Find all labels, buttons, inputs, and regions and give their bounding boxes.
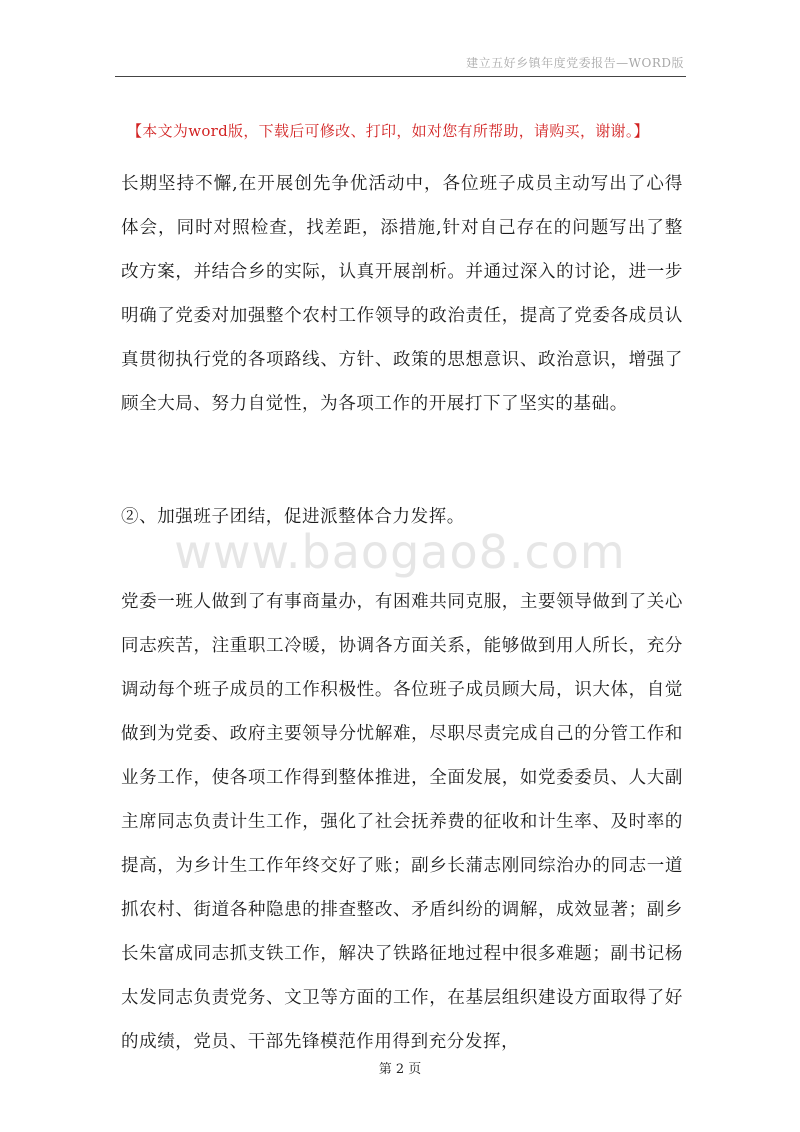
document-header-title: 建立五好乡镇年度党委报告—WORD版 (466, 56, 684, 70)
header-divider (115, 76, 686, 77)
watermark: www.baogao8.com (174, 525, 626, 579)
purchase-notice: 【本文为word版，下载后可修改、打印，如对您有所帮助，请购买，谢谢。】 (127, 122, 649, 140)
section-heading: ②、加强班子团结，促进派整体合力发挥。 (121, 507, 465, 527)
page-number: 第 2 页 (378, 1062, 422, 1077)
body-paragraph-1: 长期坚持不懈,在开展创先争优活动中，各位班子成员主动写出了心得体会，同时对照检查，找差距，添措施,针对自己存在的问题写出了整改方案，并结合乡的实际，认真开展剖析。并通过深入的讨论，进一步明确了党委对加强整个农村工作领导的政治责任，提高了党委各成员认真贯彻执行党的各项路线、方针、政策的思想意识、政治意识，增强了顾全大局、努力自觉性，为各项工作的开展打下了坚实的基础。 (121, 174, 683, 414)
body-paragraph-2: 党委一班人做到了有事商量办，有困难共同克服，主要领导做到了关心同志疾苦，注重职工冷暖，协调各方面关系，能够做到用人所长，充分调动每个班子成员的工作积极性。各位班子成员顾大局，识大体，自觉做到为党委、政府主要领导分忧解难，尽职尽责完成自己的分管工作和业务工作，使各项工作得到整体推进，全面发展，如党委委员、人大副主席同志负责计生工作，强化了社会抚养费的征收和计生率、及时率的提高，为乡计生工作年终交好了账；副乡长蒲志刚同综治办的同志一道抓农村、街道各种隐患的排查整改、矛盾纠纷的调解，成效显著；副乡长朱富成同志抓支铁工作，解决了铁路征地过程中很多难题；副书记杨太发同志负责党务、文卫等方面的工作，在基层组织建设方面取得了好的成绩，党员、干部先锋模范作用得到充分发挥， (121, 592, 683, 1052)
